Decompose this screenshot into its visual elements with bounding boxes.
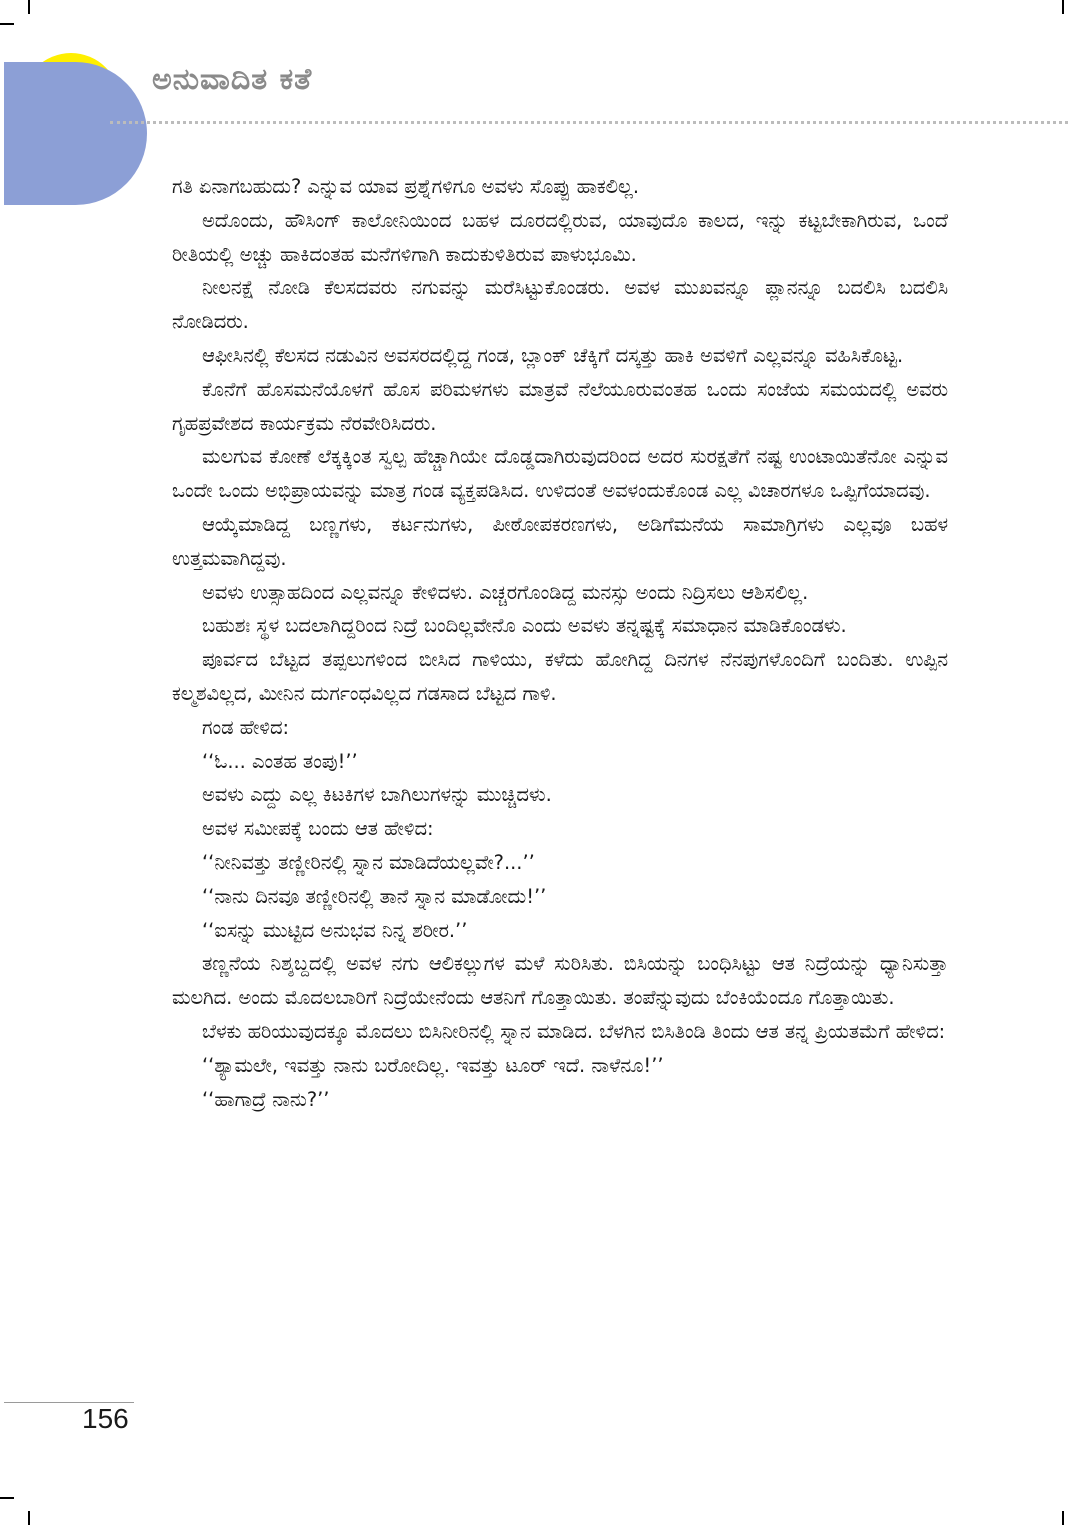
crop-mark: [1062, 0, 1064, 14]
crop-mark: [0, 1497, 14, 1499]
paragraph: ಗತಿ ಏನಾಗಬಹುದು? ಎನ್ನುವ ಯಾವ ಪ್ರಶ್ನೆಗಳಿಗೂ ಅವಳು ಸೊಪ್ಪು ಹಾಕಲಿಲ್ಲ.: [172, 175, 640, 198]
page-number: 156: [82, 1403, 129, 1434]
paragraph: ‘‘ಹಾಗಾದ್ರೆ ನಾನು?’’: [202, 1087, 330, 1111]
paragraph: ‘‘ಓ... ಎಂತಹ ತಂಪು!’’: [202, 749, 358, 773]
crop-mark: [28, 1511, 30, 1525]
section-title: ಅನುವಾದಿತ ಕತೆ: [152, 62, 313, 97]
paragraph: ‘‘ನೀನಿವತ್ತು ತಣ್ಣೀರಿನಲ್ಲಿ ಸ್ನಾನ ಮಾಡಿದೆಯಲ್ಲವೇ?...’’: [202, 850, 535, 874]
paragraph: ಮಲಗುವ ಕೋಣೆ ಲೆಕ್ಕಕ್ಕಿಂತ ಸ್ವಲ್ಪ ಹೆಚ್ಚಾಗಿಯೇ ದೊಡ್ಡದಾಗಿರುವುದರಿಂದ ಅದರ ಸುರಕ್ಷತೆಗೆ ನಷ್ಟ ಉಂಟಾಯಿತೆನೋ ಎನ್ನುವ ಒಂದೇ ಒಂದು ಅಭಿಪ್ರಾಯವನ್ನು ಮಾತ್ರ ಗಂಡ ವ್ಯಕ್ತಪಡಿಸಿದ. ಉಳಿದಂತೆ ಅವಳಂದುಕೊಂಡ ಎಲ್ಲ ವಿಚಾರಗಳೂ ಒಪ್ಪಿಗೆಯಾದವು.: [172, 445, 948, 503]
header-dotted-rule: [110, 121, 1068, 124]
paragraph: ಅದೊಂದು, ಹೌಸಿಂಗ್ ಕಾಲೋನಿಯಿಂದ ಬಹಳ ದೂರದಲ್ಲಿರುವ, ಯಾವುದೊ ಕಾಲದ, ಇನ್ನು ಕಟ್ಟಬೇಕಾಗಿರುವ, ಒಂದೆ ರೀತಿಯಲ್ಲಿ ಅಚ್ಚು ಹಾಕಿದಂತಹ ಮನೆಗಳಿಗಾಗಿ ಕಾದುಕುಳಿತಿರುವ ಪಾಳುಭೂಮಿ.: [172, 208, 948, 266]
header-decoration-blue-semicircle: [4, 62, 147, 205]
paragraph: ಬಹುಶಃ ಸ್ಥಳ ಬದಲಾಗಿದ್ದರಿಂದ ನಿದ್ರೆ ಬಂದಿಲ್ಲವೇನೊ ಎಂದು ಅವಳು ತನ್ನಷ್ಟಕ್ಕೆ ಸಮಾಧಾನ ಮಾಡಿಕೊಂಡಳು.: [202, 614, 847, 638]
paragraph: ಆಫೀಸಿನಲ್ಲಿ ಕೆಲಸದ ನಡುವಿನ ಅವಸರದಲ್ಲಿದ್ದ ಗಂಡ, ಬ್ಲಾಂಕ್ ಚೆಕ್ಕಿಗೆ ದಸ್ಕತ್ತು ಹಾಕಿ ಅವಳಿಗೆ ಎಲ್ಲವನ್ನೂ ವಹಿಸಿಕೊಟ್ಟ.: [202, 343, 904, 367]
crop-mark: [1062, 1511, 1064, 1525]
story-text: [172, 170, 948, 1116]
paragraph: ಬೆಳಕು ಹರಿಯುವುದಕ್ಕೂ ಮೊದಲು ಬಿಸಿನೀರಿನಲ್ಲಿ ಸ್ನಾನ ಮಾಡಿದ. ಬೆಳಗಿನ ಬಿಸಿತಿಂಡಿ ತಿಂದು ಆತ ತನ್ನ ಪ್ರಿಯತಮೆಗೆ ಹೇಳಿದ:: [202, 1019, 946, 1043]
paragraph: ತಣ್ಣನೆಯ ನಿಶ್ಶಬ್ದದಲ್ಲಿ ಅವಳ ನಗು ಆಲಿಕಲ್ಲುಗಳ ಮಳೆ ಸುರಿಸಿತು. ಬಿಸಿಯನ್ನು ಬಂಧಿಸಿಟ್ಟು ಆತ ನಿದ್ರೆಯನ್ನು ಧ್ಯಾನಿಸುತ್ತಾ ಮಲಗಿದ. ಅಂದು ಮೊದಲಬಾರಿಗೆ ನಿದ್ರೆಯೇನೆಂದು ಆತನಿಗೆ ಗೊತ್ತಾಯಿತು. ತಂಪೆನ್ನುವುದು ಬೆಂಕಿಯೆಂದೂ ಗೊತ್ತಾಯಿತು.: [172, 952, 948, 1010]
paragraph: ‘‘ನಾನು ದಿನವೂ ತಣ್ಣೀರಿನಲ್ಲಿ ತಾನೆ ಸ್ನಾನ ಮಾಡೋದು!’’: [202, 884, 547, 908]
paragraph: ಪೂರ್ವದ ಬೆಟ್ಟದ ತಪ್ಪಲುಗಳಿಂದ ಬೀಸಿದ ಗಾಳಿಯು, ಕಳೆದು ಹೋಗಿದ್ದ ದಿನಗಳ ನೆನಪುಗಳೊಂದಿಗೆ ಬಂದಿತು. ಉಪ್ಪಿನ ಕಲ್ಮಶವಿಲ್ಲದ, ಮೀನಿನ ದುರ್ಗಂಧವಿಲ್ಲದ ಗಡಸಾದ ಬೆಟ್ಟದ ಗಾಳಿ.: [172, 648, 948, 705]
paragraph: ನೀಲನಕ್ಷೆ ನೋಡಿ ಕೆಲಸದವರು ನಗುವನ್ನು ಮರೆಸಿಟ್ಟುಕೊಂಡರು. ಅವಳ ಮುಖವನ್ನೂ ಪ್ಲಾನನ್ನೂ ಬದಲಿಸಿ ಬದಲಿಸಿ ನೋಡಿದರು.: [172, 276, 948, 334]
paragraph: ‘‘ಐಸನ್ನು ಮುಟ್ಟಿದ ಅನುಭವ ನಿನ್ನ ಶರೀರ.’’: [202, 918, 468, 942]
paragraph: ಕೊನೆಗೆ ಹೊಸಮನೆಯೊಳಗೆ ಹೊಸ ಪರಿಮಳಗಳು ಮಾತ್ರವೆ ನೆಲೆಯೂರುವಂತಹ ಒಂದು ಸಂಜೆಯ ಸಮಯದಲ್ಲಿ ಅವರು ಗೃಹಪ್ರವೇಶದ ಕಾರ್ಯಕ್ರಮ ನೆರವೇರಿಸಿದರು.: [172, 377, 948, 435]
paragraph: ‘‘ಶ್ಯಾಮಲೇ, ಇವತ್ತು ನಾನು ಬರೋದಿಲ್ಲ. ಇವತ್ತು ಟೂರ್ ಇದೆ. ನಾಳೆನೂ!’’: [202, 1053, 664, 1077]
paragraph: ಅವಳು ಎದ್ದು ಎಲ್ಲ ಕಿಟಕಿಗಳ ಬಾಗಿಲುಗಳನ್ನು ಮುಚ್ಚಿದಳು.: [202, 783, 552, 807]
crop-mark: [0, 23, 14, 25]
paragraph: ಅವಳು ಉತ್ಸಾಹದಿಂದ ಎಲ್ಲವನ್ನೂ ಕೇಳಿದಳು. ಎಚ್ಚರಗೊಂಡಿದ್ದ ಮನಸ್ಸು ಅಂದು ನಿದ್ರಿಸಲು ಆಶಿಸಲಿಲ್ಲ.: [202, 580, 809, 604]
crop-mark: [28, 0, 30, 14]
paragraph: ಆಯ್ಕೆಮಾಡಿದ್ದ ಬಣ್ಣಗಳು, ಕರ್ಟನುಗಳು, ಪೀಠೋಪಕರಣಗಳು, ಅಡಿಗೆಮನೆಯ ಸಾಮಾಗ್ರಿಗಳು ಎಲ್ಲವೂ ಬಹಳ ಉತ್ತಮವಾಗಿದ್ದವು.: [172, 512, 948, 570]
paragraph: ಗಂಡ ಹೇಳಿದ:: [202, 715, 290, 739]
paragraph: ಅವಳ ಸಮೀಪಕ್ಕೆ ಬಂದು ಆತ ಹೇಳಿದ:: [202, 817, 434, 841]
